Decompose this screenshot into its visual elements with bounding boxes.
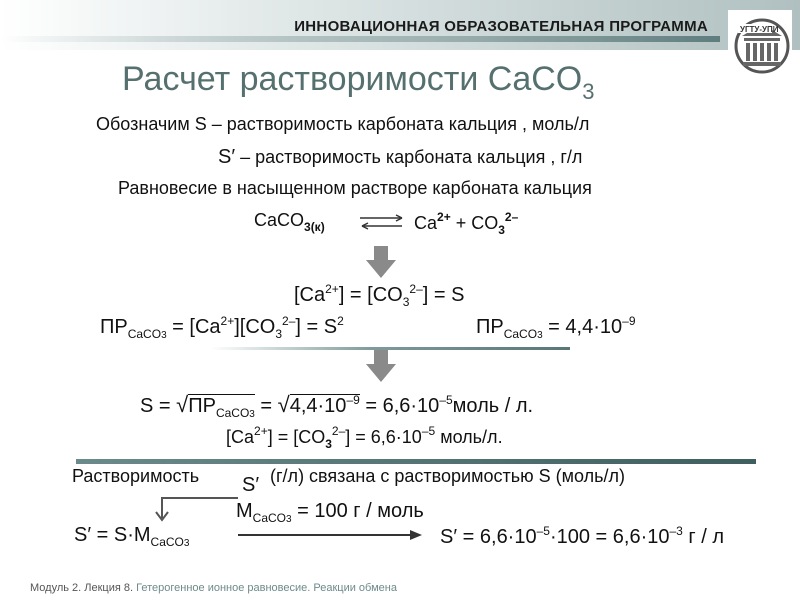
footer (30, 582, 397, 594)
bent-arrow-icon (150, 492, 240, 522)
section-divider (76, 459, 756, 464)
equilibrium-caption: Равновесие в насыщенном растворе карбоната кальция (118, 178, 592, 198)
definition-s: Обозначим S – растворимость карбоната кальция , моль/л (96, 114, 590, 134)
s-prime-result: $S' = 6,6\cdot 10^{-5}\cdot 100 = 6,6\cdot 10^{-3}$ г / л (440, 524, 725, 548)
university-logo (728, 10, 792, 78)
university-logo-icon (728, 10, 792, 78)
solubility-product-expression: $ПР_{CaCO3} = [Ca^{2+}][CO_3^{2-}] = S^2$ (100, 314, 344, 341)
ion-concentration-result: $[Ca^{2+}] = [CO_3^{2-}] = 6,6\cdot 10^{-5}$ моль/л. (226, 424, 503, 451)
ion-concentration-equality: $[Ca^{2+}] = [CO_3^{2-}] = S$ (294, 282, 465, 309)
s-prime-formula: $S' = S\cdot M_{CaCO3}$ (74, 524, 190, 549)
down-arrow-icon (366, 350, 396, 382)
right-arrow-icon (236, 528, 426, 542)
solubility-relation-start: Растворимость (72, 466, 200, 486)
down-arrow-icon (366, 246, 396, 278)
footer-module: Модуль 2. Лекция 8. (30, 582, 134, 594)
equilibrium-arrows-icon (358, 214, 406, 230)
solubility-product-value: $ПР_{CaCO3} = 4,4\cdot 10^{-9}$ (476, 314, 636, 341)
molar-mass: $M_{CaCO3} = 100$ г / моль (236, 500, 424, 525)
footer-topic: Гетерогенное ионное равновесие. Реакции обмена (136, 582, 397, 594)
s-prime-symbol: S′ (242, 474, 260, 496)
program-title: ИННОВАЦИОННАЯ ОБРАЗОВАТЕЛЬНАЯ ПРОГРАММА (294, 18, 708, 35)
slide-title: Расчет растворимости CaCO$_3$ (122, 60, 595, 104)
header-accent-bar (0, 36, 720, 42)
equilibrium-right: $Ca^{2+} + CO_3^{2-}$ (414, 210, 519, 237)
svg-text:УГТУ-УПИ: УГТУ-УПИ (740, 25, 779, 34)
solubility-calculation: $S = √ПР_{CaCO3} = √4,4\cdot 10^{-9}$ = $6,6\cdot 10^{-5}моль / л$. (140, 392, 534, 420)
definition-s-prime: S′ – растворимость карбоната кальция , г/л (218, 146, 583, 168)
equilibrium-left: CaCO$_{3(к)}$ (254, 210, 325, 234)
solubility-relation-end: (г/л) связана с растворимостью S (моль/л) (270, 466, 625, 486)
